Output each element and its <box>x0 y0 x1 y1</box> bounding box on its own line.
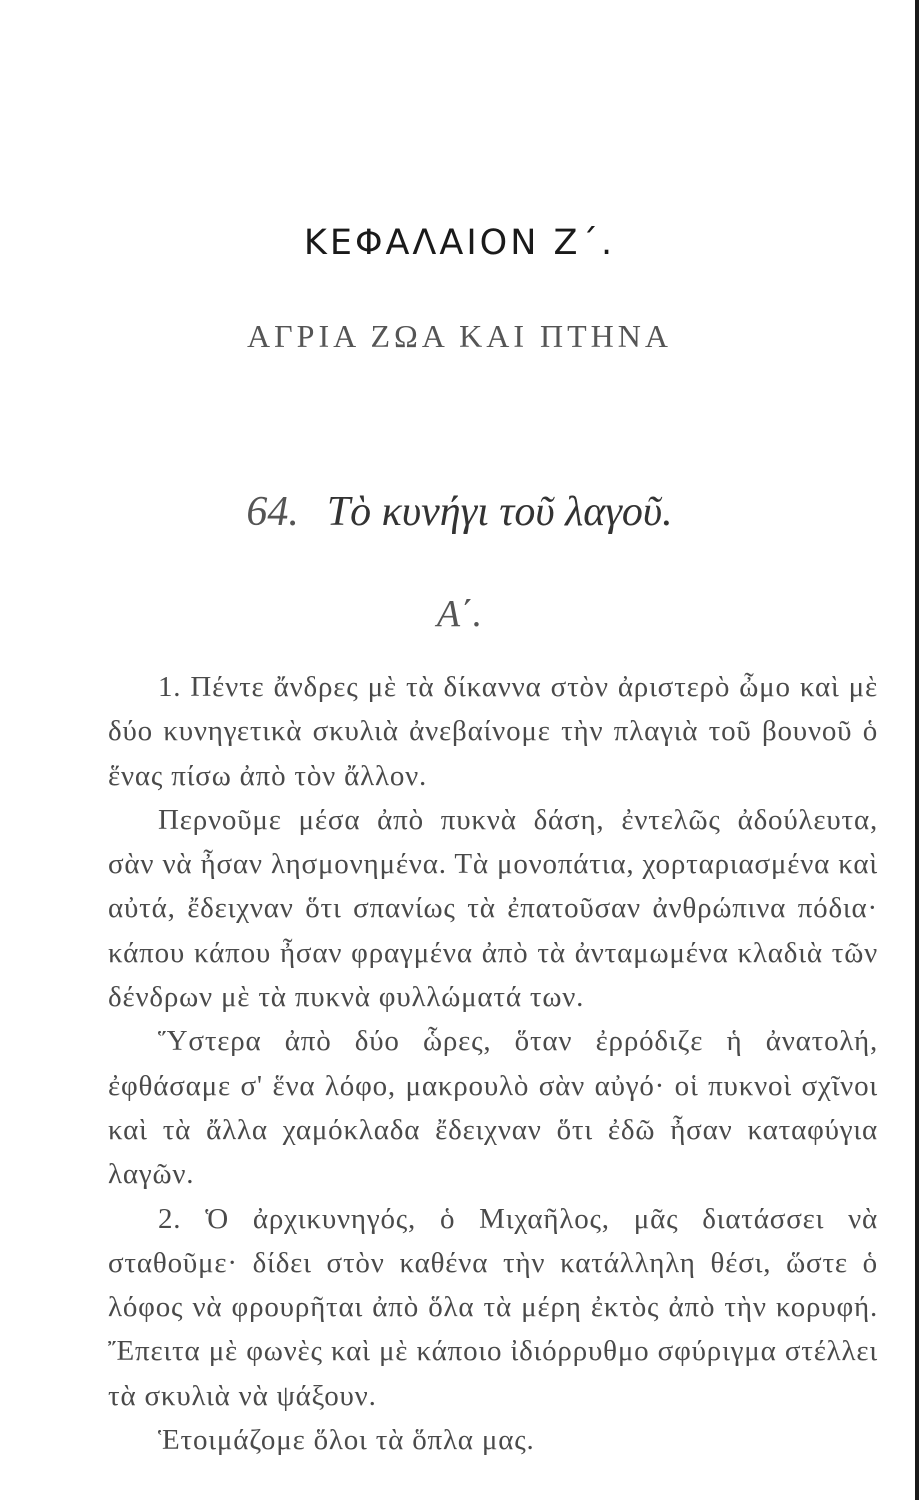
section-title-text: Τὸ κυνήγι τοῦ λαγοῦ. <box>326 489 673 535</box>
chapter-title: ΑΓΡΙΑ ΖΩΑ ΚΑΙ ΠΤΗΝΑ <box>247 318 672 354</box>
paragraph: 1. Πέντε ἄνδρες μὲ τὰ δίκαννα στὸν ἀριστερὸ ὦμο καὶ μὲ δύο κυνηγετικὰ σκυλιὰ ἀνεβαίνομε τὴν πλαγιὰ τοῦ βουνοῦ ὁ ἕνας πίσω ἀπὸ τὸν ἄλλον. <box>108 671 878 792</box>
paragraph: 2. Ὁ ἀρχικυνηγός, ὁ Μιχαῆλος, μᾶς διατάσσει νὰ σταθοῦμε· δίδει στὸν καθένα τὴν κατάλληλη θέσι, ὥστε ὁ λόφος νὰ φρουρῆται ἀπὸ ὅλα τὰ μέρη ἐκτὸς ἀπὸ τὴν κορυφή. Ἔπειτα μὲ φωνὲς καὶ μὲ κάποιο ἰδιόρρυθμο σφύριγμα στέλλει τὰ σκυλιὰ νὰ ψάξουν. <box>108 1202 878 1412</box>
section-number: 64. <box>246 489 299 535</box>
body-text <box>108 665 878 1462</box>
chapter-heading: ΚΕΦΑΛΑΙΟΝ Ζ΄. <box>303 223 616 263</box>
paragraph: Ὕστερα ἀπὸ δύο ὧρες, ὅταν ἐρρόδιζε ἡ ἀνατολή, ἐφθάσαμε σ' ἕνα λόφο, μακρουλὸ σὰν αὐγό· οἱ πυκνοὶ σχῖνοι καὶ τὰ ἄλλα χαμόκλαδα ἔδειχναν ὅτι ἐδῶ ἦσαν καταφύγια λαγῶν. <box>108 1025 878 1191</box>
paragraph: Ἑτοιμάζομε ὅλοι τὰ ὅπλα μας. <box>158 1424 535 1457</box>
section-title <box>0 488 919 536</box>
subsection-letter: Α΄. <box>436 593 483 635</box>
paragraph: Περνοῦμε μέσα ἀπὸ πυκνὰ δάση, ἐντελῶς ἀδούλευτα, σὰν νὰ ἦσαν λησμονημένα. Τὰ μονοπάτια, χορταριασμένα καὶ αὐτά, ἔδειχναν ὅτι σπανίως τὰ ἐπατοῦσαν ἀνθρώπινα πόδια· κάπου κάπου ἦσαν φραγμένα ἀπὸ τὰ ἀνταμωμένα κλαδιὰ τῶν δένδρων μὲ τὰ πυκνὰ φυλλώματά των. <box>108 803 878 1014</box>
